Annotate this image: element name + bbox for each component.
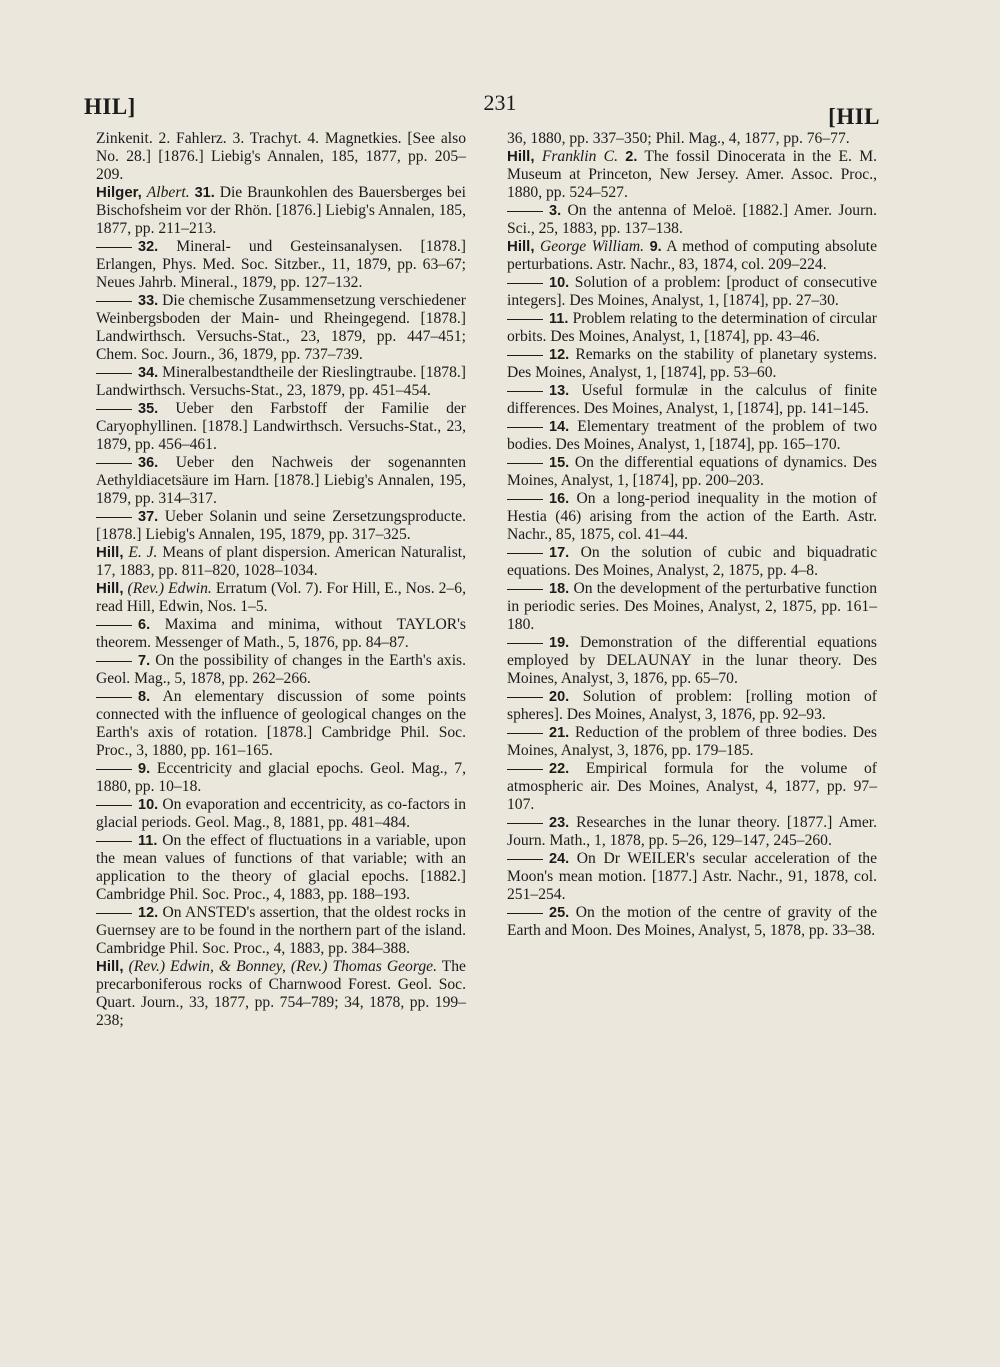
- entry-text: On ANSTED's assertion, that the oldest rocks in Guernsey are to be found in the northern part of the island. Cambridge Phil. Soc. Proc., 4, 1883, pp. 384–388.: [96, 904, 466, 957]
- entry-text: Empirical formula for the volume of atmospheric air. Des Moines, Analyst, 4, 1877, pp. 97–107.: [507, 760, 877, 813]
- entry-text: Mineral- und Gesteinsanalysen. [1878.] Erlangen, Phys. Med. Soc. Sitzber., 11, 1879, pp. 63–67; Neues Jahrb. Mineral., 1879, pp. 127–132.: [96, 238, 466, 291]
- entry-number: 9.: [138, 761, 151, 777]
- entry-number: 2.: [625, 149, 638, 165]
- bibliography-entry: [507, 490, 877, 544]
- entry-text: On the antenna of Meloë. [1882.] Amer. Journ. Sci., 25, 1883, pp. 137–138.: [507, 202, 877, 237]
- ditto-dash: [507, 319, 543, 320]
- ditto-dash: [96, 301, 132, 302]
- ditto-dash: [507, 769, 543, 770]
- bibliography-entry: [96, 454, 466, 508]
- bibliography-entry: [507, 202, 877, 238]
- entry-text: On the differential equations of dynamics. Des Moines, Analyst, 1, [1874], pp. 200–203.: [507, 454, 877, 489]
- entry-text: Mineralbestandtheile der Rieslingtraube. [1878.] Landwirthsch. Versuchs-Stat., 23, 1879, pp. 451–454.: [96, 364, 466, 399]
- ditto-dash: [507, 643, 543, 644]
- entry-number: 3.: [549, 203, 562, 219]
- entry-text: Problem relating to the determination of circular orbits. Des Moines, Analyst, 1, [1874], pp. 43–46.: [507, 310, 877, 345]
- entry-text: The fossil Dinocerata in the E. M. Museum at Princeton, New Jersey. Amer. Assoc. Proc., 1880, pp. 524–527.: [507, 148, 877, 201]
- bibliography-entry: [96, 796, 466, 832]
- entry-text: Ueber den Farbstoff der Familie der Caryophyllinen. [1878.] Landwirthsch. Versuchs-Stat., 23, 1879, pp. 456–461.: [96, 400, 467, 453]
- bibliography-entry: [507, 850, 877, 904]
- entry-text: Solution of a problem: [product of consecutive integers]. Des Moines, Analyst, 1, [1874], pp. 27–30.: [507, 274, 877, 309]
- entry-text: Ueber Solanin und seine Zersetzungsproducte. [1878.] Liebig's Annalen, 195, 1879, pp. 317–325.: [96, 508, 466, 543]
- bibliography-entry: [96, 184, 466, 238]
- bibliography-entry: [507, 544, 877, 580]
- entry-number: 24.: [549, 851, 570, 867]
- bibliography-entry: [507, 310, 877, 346]
- bibliography-entry: [96, 832, 466, 904]
- ditto-dash: [96, 625, 132, 626]
- entry-number: 12.: [138, 905, 159, 921]
- entry-author: Hilger,: [96, 184, 142, 201]
- entry-number: 16.: [549, 491, 570, 507]
- ditto-dash: [507, 391, 543, 392]
- bibliography-entry: [96, 958, 466, 1030]
- bibliography-entry: [507, 724, 877, 760]
- bibliography-entry: [96, 652, 466, 688]
- entry-text: Ueber den Nachweis der sogenannten Aethyldiacetsäure im Harn. [1878.] Liebig's Annalen, 195, 1879, pp. 314–317.: [96, 454, 466, 507]
- bibliography-entry: [96, 238, 466, 292]
- bibliography-entry: [96, 364, 466, 400]
- ditto-dash: [96, 805, 132, 806]
- entry-number: 17.: [549, 545, 570, 561]
- ditto-dash: [96, 661, 132, 662]
- bibliography-entry: [507, 382, 877, 418]
- entry-author-forename: (Rev.) Edwin, & Bonney, (Rev.) Thomas George.: [128, 958, 437, 975]
- bibliography-entry: [96, 130, 466, 184]
- ditto-dash: [96, 841, 132, 842]
- bibliography-entry: [507, 148, 877, 202]
- entry-text: Die chemische Zusammensetzung verschiedener Weinbergsboden der Main- und Rheingegend. [1878.] Landwirthsch. Versuchs-Stat., 23, 1879, pp. 447–451; Chem. Soc. Journ., 36, 1879, pp. 737–739.: [96, 292, 466, 363]
- bibliography-entry: [507, 904, 877, 940]
- entry-number: 12.: [549, 347, 570, 363]
- bibliography-entry: [96, 544, 466, 580]
- entry-number: 11.: [549, 311, 569, 327]
- ditto-dash: [507, 283, 543, 284]
- ditto-dash: [507, 697, 543, 698]
- entry-text: Reduction of the problem of three bodies. Des Moines, Analyst, 3, 1876, pp. 179–185.: [507, 724, 877, 759]
- ditto-dash: [96, 913, 132, 914]
- bibliography-entry: [507, 130, 877, 148]
- bibliography-entry: [507, 454, 877, 490]
- ditto-dash: [96, 769, 132, 770]
- entry-text: 36, 1880, pp. 337–350; Phil. Mag., 4, 1877, pp. 76–77.: [507, 130, 850, 147]
- ditto-dash: [96, 517, 132, 518]
- entry-author-forename: Franklin C.: [541, 148, 618, 165]
- ditto-dash: [507, 355, 543, 356]
- entry-number: 10.: [138, 797, 159, 813]
- bibliography-entry: [96, 580, 466, 616]
- entry-text: Eccentricity and glacial epochs. Geol. Mag., 7, 1880, pp. 10–18.: [96, 760, 466, 795]
- entry-text: Elementary treatment of the problem of two bodies. Des Moines, Analyst, 1, [1874], pp. 165–170.: [507, 418, 878, 453]
- ditto-dash: [96, 409, 132, 410]
- ditto-dash: [507, 427, 543, 428]
- bibliography-entry: [96, 760, 466, 796]
- entry-text: On evaporation and eccentricity, as co-factors in glacial periods. Geol. Mag., 8, 1881, pp. 481–484.: [96, 796, 466, 831]
- entry-text: Die Braunkohlen des Bauersberges bei Bischofsheim vor der Rhön. [1876.] Liebig's Annalen, 185, 1877, pp. 211–213.: [96, 184, 466, 237]
- ditto-dash: [96, 373, 132, 374]
- entry-number: 32.: [138, 239, 159, 255]
- bibliography-entry: [96, 616, 466, 652]
- entry-author: Hill,: [507, 238, 535, 255]
- entry-author: Hill,: [507, 148, 535, 165]
- ditto-dash: [96, 697, 132, 698]
- entry-number: 25.: [549, 905, 570, 921]
- right-column: [507, 130, 877, 940]
- bibliography-entry: [96, 904, 466, 958]
- bibliography-entry: [96, 508, 466, 544]
- bibliography-entry: [507, 760, 877, 814]
- entry-number: 19.: [549, 635, 570, 651]
- bibliography-entry: [96, 292, 466, 364]
- ditto-dash: [507, 463, 543, 464]
- entry-text: On a long-period inequality in the motion of Hestia (46) arising from the action of the Earth. Astr. Nachr., 85, 1875, col. 41–44.: [507, 490, 877, 543]
- ditto-dash: [507, 733, 543, 734]
- entry-number: 8.: [138, 689, 151, 705]
- entry-author-forename: Albert.: [146, 184, 190, 201]
- entry-number: 18.: [549, 581, 570, 597]
- entry-author-forename: E. J.: [128, 544, 158, 561]
- entry-author: Hill,: [96, 544, 124, 561]
- entry-number: 23.: [549, 815, 570, 831]
- entry-number: 6.: [138, 617, 151, 633]
- entry-text: On the development of the perturbative function in periodic series. Des Moines, Analyst, 2, 1875, pp. 161–180.: [507, 580, 877, 633]
- entry-text: Solution of problem: [rolling motion of spheres]. Des Moines, Analyst, 3, 1876, pp. 92–93.: [507, 688, 877, 723]
- ditto-dash: [507, 589, 543, 590]
- ditto-dash: [507, 499, 543, 500]
- entry-author-forename: George William.: [540, 238, 645, 255]
- ditto-dash: [507, 823, 543, 824]
- bibliography-entry: [507, 274, 877, 310]
- entry-text: On the effect of fluctuations in a variable, upon the mean values of functions of that variable; with an application to the theory of glacial epochs. [1882.] Cambridge Phil. Soc. Proc., 4, 1883, pp. 188–193.: [96, 832, 466, 903]
- header-right-guide: [HIL: [828, 104, 880, 129]
- entry-number: 34.: [138, 365, 159, 381]
- entry-text: Useful formulæ in the calculus of finite differences. Des Moines, Analyst, 1, [1874], pp. 141–145.: [507, 382, 877, 417]
- entry-number: 22.: [549, 761, 570, 777]
- entry-number: 31.: [194, 185, 215, 201]
- entry-text: On the possibility of changes in the Earth's axis. Geol. Mag., 5, 1878, pp. 262–266.: [96, 652, 466, 687]
- ditto-dash: [507, 913, 543, 914]
- entry-text: A method of computing absolute perturbations. Astr. Nachr., 83, 1874, col. 209–224.: [507, 238, 877, 273]
- entry-number: 36.: [138, 455, 159, 471]
- entry-author-forename: (Rev.) Edwin.: [127, 580, 212, 597]
- page-number: 231: [483, 90, 517, 115]
- entry-text: On Dr WEILER's secular acceleration of the Moon's mean motion. [1877.] Astr. Nachr., 91, 1878, col. 251–254.: [507, 850, 877, 903]
- bibliography-entry: [507, 580, 877, 634]
- entry-text: Researches in the lunar theory. [1877.] Amer. Journ. Math., 1, 1878, pp. 5–26, 129–147, 245–260.: [507, 814, 877, 849]
- entry-text: Remarks on the stability of planetary systems. Des Moines, Analyst, 1, [1874], pp. 53–60.: [507, 346, 878, 381]
- entry-text: On the motion of the centre of gravity of the Earth and Moon. Des Moines, Analyst, 5, 1878, pp. 33–38.: [507, 904, 877, 939]
- bibliography-entry: [507, 634, 877, 688]
- entry-text: On the solution of cubic and biquadratic equations. Des Moines, Analyst, 2, 1875, pp. 4–8.: [507, 544, 877, 579]
- entry-number: 13.: [549, 383, 570, 399]
- entry-number: 14.: [549, 419, 570, 435]
- entry-text: Means of plant dispersion. American Naturalist, 17, 1883, pp. 811–820, 1028–1034.: [96, 544, 466, 579]
- bibliography-entry: [507, 814, 877, 850]
- ditto-dash: [507, 553, 543, 554]
- entry-number: 35.: [138, 401, 159, 417]
- left-column: [96, 130, 466, 1030]
- entry-number: 9.: [649, 239, 662, 255]
- entry-number: 7.: [138, 653, 151, 669]
- entry-text: The precarboniferous rocks of Charnwood Forest. Geol. Soc. Quart. Journ., 33, 1877, pp. 754–789; 34, 1878, pp. 199–238;: [96, 958, 466, 1029]
- entry-number: 33.: [138, 293, 159, 309]
- ditto-dash: [507, 211, 543, 212]
- entry-author: Hill,: [96, 580, 124, 597]
- entry-text: An elementary discussion of some points connected with the influence of geological changes on the Earth's axis of rotation. [1878.] Cambridge Phil. Soc. Proc., 3, 1880, pp. 161–165.: [96, 688, 467, 759]
- bibliography-entry: [507, 418, 877, 454]
- entry-number: 20.: [549, 689, 570, 705]
- entry-text: Erratum (Vol. 7). For Hill, E., Nos. 2–6, read Hill, Edwin, Nos. 1–5.: [96, 580, 466, 615]
- header-left-guide: HIL]: [84, 94, 136, 119]
- bibliography-entry: [96, 400, 466, 454]
- bibliography-entry: [96, 688, 466, 760]
- ditto-dash: [96, 247, 132, 248]
- entry-text: Maxima and minima, without TAYLOR's theorem. Messenger of Math., 5, 1876, pp. 84–87.: [96, 616, 466, 651]
- page-header: [0, 90, 1000, 130]
- bibliography-entry: [507, 238, 877, 274]
- entry-number: 11.: [138, 833, 158, 849]
- ditto-dash: [96, 463, 132, 464]
- entry-number: 15.: [549, 455, 570, 471]
- ditto-dash: [507, 859, 543, 860]
- bibliography-entry: [507, 346, 877, 382]
- bibliography-entry: [507, 688, 877, 724]
- entry-text: Zinkenit. 2. Fahlerz. 3. Trachyt. 4. Magnetkies. [See also No. 28.] [1876.] Liebig's Annalen, 185, 1877, pp. 205–209.: [96, 130, 466, 183]
- entry-author: Hill,: [96, 958, 124, 975]
- entry-text: Demonstration of the differential equations employed by DELAUNAY in the lunar theory. Des Moines, Analyst, 3, 1876, pp. 65–70.: [507, 634, 877, 687]
- entry-number: 10.: [549, 275, 570, 291]
- entry-number: 37.: [138, 509, 159, 525]
- entry-number: 21.: [549, 725, 570, 741]
